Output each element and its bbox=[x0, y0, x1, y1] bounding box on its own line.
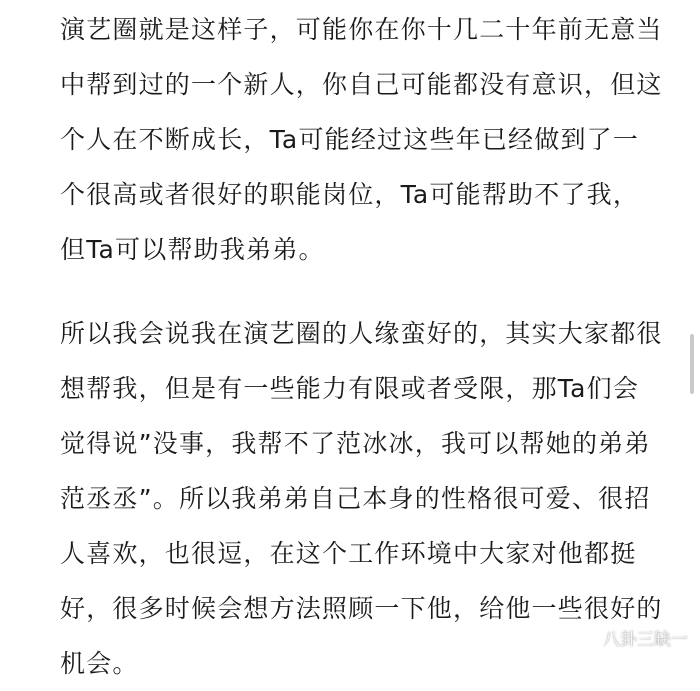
text-line: 演艺圈就是这样子，可能你在你十几二十年前无意当 bbox=[60, 15, 663, 44]
paragraph-2 bbox=[60, 306, 663, 691]
text-line: 范丞丞”。所以我弟弟自己本身的性格很可爱、很招 bbox=[60, 484, 651, 513]
text-line: 所以我会说我在演艺圈的人缘蛮好的，其实大家都很 bbox=[60, 319, 663, 348]
paragraph-1 bbox=[60, 2, 663, 277]
text-line: 但Ta可以帮助我弟弟。 bbox=[60, 235, 325, 264]
text-line: 个人在不断成长，Ta可能经过这些年已经做到了一 bbox=[60, 125, 640, 154]
watermark-text: 八卦三缺一 bbox=[603, 630, 688, 650]
weibo-logo-icon bbox=[575, 629, 597, 647]
text-line: 机会。 bbox=[60, 649, 139, 678]
text-line: 好，很多时候会想方法照顾一下他，给他一些很好的 bbox=[60, 594, 663, 623]
watermark bbox=[575, 625, 688, 650]
scrollbar-thumb[interactable] bbox=[690, 334, 694, 394]
text-line: 觉得说”没事，我帮不了范冰冰，我可以帮她的弟弟 bbox=[60, 429, 651, 458]
text-line: 中帮到过的一个新人，你自己可能都没有意识，但这 bbox=[60, 70, 663, 99]
text-line: 个很高或者很好的职能岗位，Ta可能帮助不了我， bbox=[60, 180, 640, 209]
text-line: 想帮我，但是有一些能力有限或者受限，那Ta们会 bbox=[60, 374, 640, 403]
text-line: 人喜欢，也很逗，在这个工作环境中大家对他都挺 bbox=[60, 539, 637, 568]
